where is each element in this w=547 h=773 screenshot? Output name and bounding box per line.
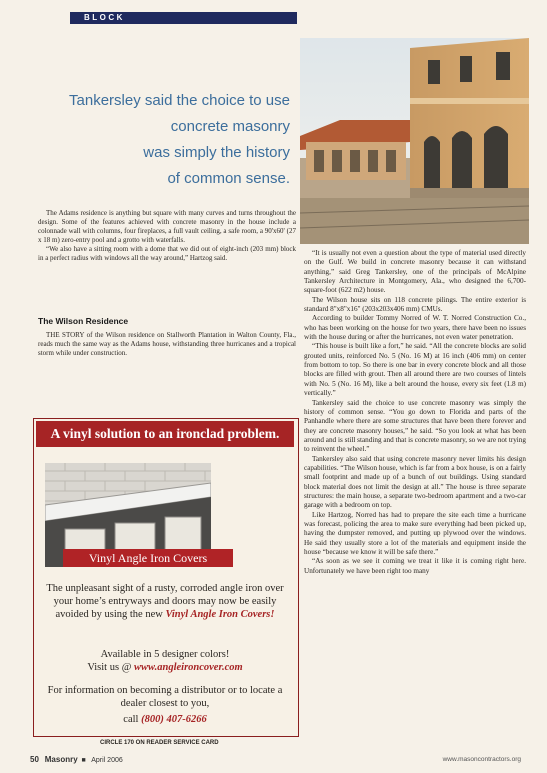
ad-call <box>40 713 290 726</box>
paragraph: Tankersley also said that using concrete masonry never limits his design capabilities. “The Wilson house, which is far from a box house, is on a fairly small footprint and made up of a bunch of out buildings. Using standard block material does not limit the design at all.” The house is three separate structures: the main house, a separate two-bedroom apartment and a two-car garage with a bedroom on top. <box>304 454 526 510</box>
issue-date: April 2006 <box>91 757 123 764</box>
ad-info: For information on becoming a distributor or to locate a dealer closest to you, <box>47 685 283 709</box>
paragraph: Like Hartzog, Norred has had to prepare the site each time a hurricane was forecast, policing the area to make sure everything had been picked up, having the dumpster removed, and putting up plywood over the windows. He said they usually store a lot of the materials and equipment inside the house “because we know it will be safe there.” <box>304 510 526 556</box>
reader-service: CIRCLE 170 ON READER SERVICE CARD <box>100 740 219 746</box>
house-photo <box>300 38 529 244</box>
ad-product-name: Vinyl Angle Iron Covers! <box>165 609 275 620</box>
paragraph: “As soon as we see it coming we treat it like it is coming right here. Unfortunately we have been right too many <box>304 557 526 575</box>
paragraph: The Wilson house sits on 118 concrete pilings. The entire exterior is standard 8"x8"x16" (203x203x406 mm) CMUs. <box>304 295 526 314</box>
paragraph: “It is usually not even a question about the type of material used directly on the Gulf. We build in concrete masonry because it can withstand anything,” said Greg Tankersley, one of the principals of McAlpine Tankersley Architecture in Montgomery, Ala., who designed the 6,700-square-foot (622 m2) house. <box>304 249 526 295</box>
ad-visit-prefix: Visit us @ <box>87 662 132 673</box>
pull-quote <box>68 88 290 192</box>
left-column-text <box>38 209 296 263</box>
paragraph: The Adams residence is anything but square with many curves and turns throughout the design. Some of the features achieved with concrete masonry in the house include a colonnade wall with columns, four fireplaces, a full vault ceiling, a safe room, a 90'x60' (27 x 18 m) zero-entry pool and a grotto with waterfalls. <box>38 209 296 244</box>
ad-call-prefix: call <box>123 714 139 725</box>
paragraph: “This house is built like a fort,” he said. “All the concrete blocks are solid grouted units, reinforced No. 5 (No. 16 M) at 16 inch (406 mm) on center from bottom to top. So there is one bar in every concrete block and all those blocks are filled with grout. Then all around there are two courses of lintels with No. 5 (No. 16 M), like a belt around the house, every six feet (1.8 m) vertically.” <box>304 342 526 398</box>
ad-product-band: Vinyl Angle Iron Covers <box>63 549 233 567</box>
footer-url: www.masoncontractors.org <box>442 756 521 763</box>
paragraph: THE STORY of the Wilson residence on Stallworth Plantation in Walton County, Fla., reads much the same way as the Adams house, withstanding three hurricanes and a tropical storm while under construction. <box>38 331 296 357</box>
ad-url-link[interactable]: www.angleironcover.com <box>133 662 243 673</box>
paragraph: “We also have a sitting room with a dome that we did out of eight-inch (203 mm) block in a perfect radius with windows all the way around,” Hartzog said. <box>38 245 296 262</box>
pull-quote-line: Tankersley said the choice to use <box>69 92 290 109</box>
paragraph: According to builder Tommy Norred of W. T. Norred Construction Co., who has been working on the house for two years, there have been no issues with the house during or after the hurricanes, not even water penetration. <box>304 314 526 342</box>
ad-body-text: The unpleasant sight of a rusty, corroded angle iron over your home’s entryways and doors may now be easily avoided by using the new <box>46 583 284 620</box>
ad-headline: A vinyl solution to an ironclad problem. <box>36 421 294 447</box>
ad-visit <box>40 661 290 674</box>
magazine-name: Masonry <box>44 755 78 764</box>
right-column-text <box>304 249 526 576</box>
pull-quote-line: concrete masonry <box>170 118 290 135</box>
pull-quote-line: of common sense. <box>167 170 290 187</box>
ad-body <box>40 582 290 621</box>
footer-left: 50 Masonry ■ April 2006 <box>30 755 123 764</box>
ad-available: Available in 5 designer colors! <box>100 649 230 660</box>
page-number: 50 <box>30 755 39 764</box>
ad-phone: (800) 407-6266 <box>141 714 207 725</box>
section-tab <box>70 12 297 24</box>
paragraph: Tankersley said the choice to use concrete masonry was simply the history of common sense. “You go down to Florida and parts of the Panhandle where there are some structures that have been there forever and they are concrete masonry houses,” he said. “So you look at what has been around and is still standing and that is concrete masonry, so we are not trying to reinvent the wheel.” <box>304 398 526 454</box>
pull-quote-line: was simply the history <box>143 144 290 161</box>
section-heading: The Wilson Residence <box>38 316 129 326</box>
left-column-text-2 <box>38 331 296 358</box>
section-label: BLOCK <box>84 13 125 22</box>
